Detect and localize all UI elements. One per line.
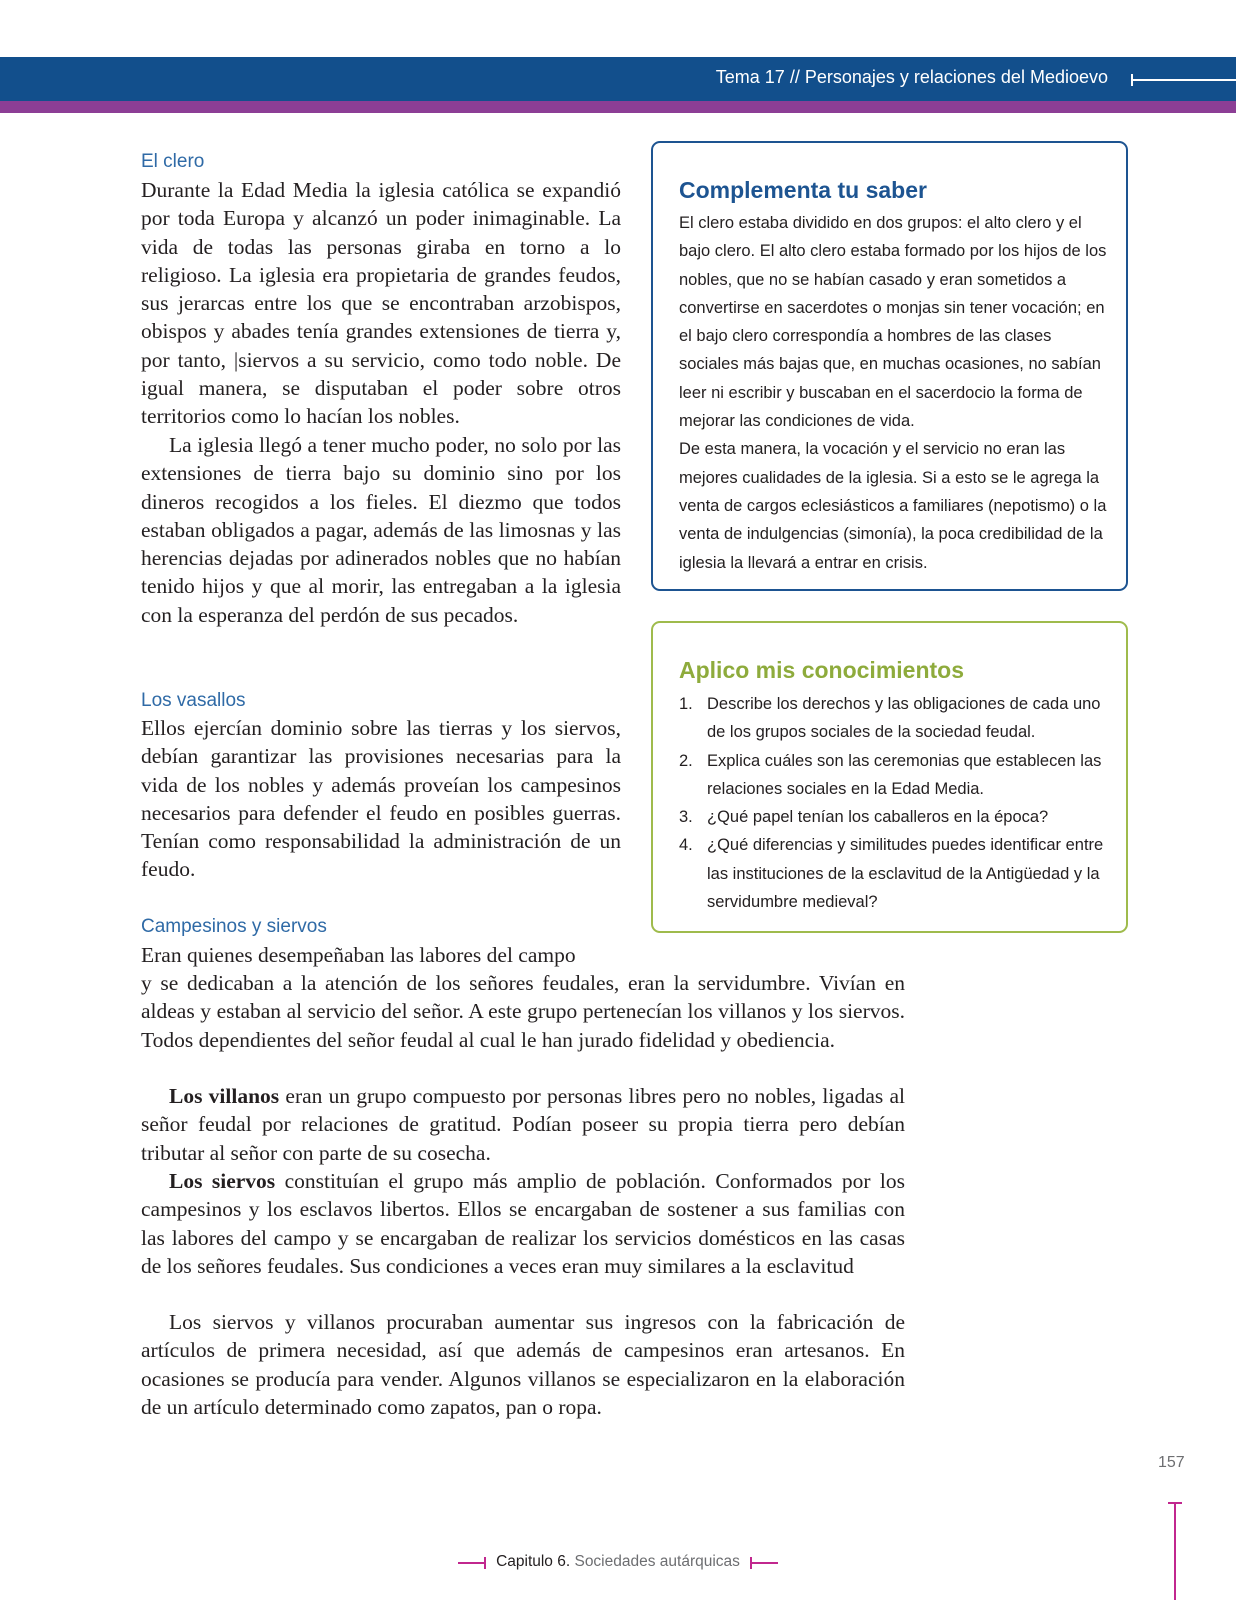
aplico-title: Aplico mis conocimientos: [679, 657, 964, 683]
header-rule: [1131, 79, 1236, 81]
footer: [0, 1553, 1236, 1571]
page-number: 157: [1158, 1454, 1185, 1471]
question-number: 2.: [679, 751, 693, 770]
complementa-text: [679, 209, 1109, 577]
section-heading-clero: El clero: [141, 151, 205, 172]
section-heading-vasallos: Los vasallos: [141, 690, 246, 711]
paragraph-campesinos-4: Los siervos y villanos procuraban aumentar sus ingresos con la fabricación de artículos de primera necesidad, así que además de campesinos eran artesanos. En ocasiones se producía para vender. Algunos villanos se especializaron en la elaboración de un artículo determinado como zapatos, pan o ropa.: [141, 1310, 905, 1419]
footer-chapter: [446, 1553, 790, 1571]
section-heading-campesinos: Campesinos y siervos: [141, 916, 327, 937]
villanos-text: eran un grupo compuesto por personas libres pero no nobles, ligadas al señor feudal por relaciones de gratitud. Podían poseer su propia tierra pero debían tributar al señor con parte de su cosecha.: [141, 1084, 905, 1165]
question-text: ¿Qué diferencias y similitudes puedes identificar entre las instituciones de la esclavitud de la Antigüedad y la servidumbre medieval?: [707, 836, 1104, 912]
question-text: Explica cuáles son las ceremonias que establecen las relaciones sociales en la Edad Media.: [707, 751, 1102, 798]
question-list: [679, 690, 1109, 916]
paragraph-campesinos-1: y se dedicaban a la atención de los señores feudales, eran la servidumbre. Vivían en aldeas y estaban al servicio del señor. A este grupo pertenecían los villanos y los siervos. Todos dependientes del señor feudal al cual le han jurado fidelidad y obediencia.: [141, 971, 905, 1052]
footer-left-dash: [458, 1562, 486, 1564]
header-accent-stripe: [0, 101, 1236, 113]
question-number: 1.: [679, 695, 693, 713]
question-number: 3.: [679, 808, 693, 827]
aplico-box: [651, 621, 1128, 933]
paragraph-clero-2: La iglesia llegó a tener mucho poder, no solo por las extensiones de tierra bajo su dominio sino por los dineros recogidos a los fieles. El diezmo que todos estaban obligados a pagar, además de las limosnas y las herencias dejadas por adinerados nobles que no habían tenido hijos y que al morir, las entregaban a la iglesia con la esperanza del perdón de sus pecados.: [141, 433, 621, 627]
term-siervos: Los siervos: [169, 1169, 276, 1193]
complementa-paragraph-1: El clero estaba dividido en dos grupos: el alto clero y el bajo clero. El alto clero estaba formado por los hijos de los nobles, que no se habían casado y eran sometidos a convertirse en sacerdotes o monjas sin tener vocación; en el bajo clero correspondía a hombres de las clases sociales más bajas que, en muchas ocasiones, no sabían leer ni escribir y buscaban en el sacerdocio la forma de mejorar las condiciones de vida.: [679, 214, 1107, 431]
paragraph-siervos: [141, 1167, 905, 1280]
question-item: [679, 831, 1109, 916]
paragraph-campesinos-first-line: Eran quienes desempeñaban las labores del campo: [141, 943, 576, 967]
page-marker-line: [1174, 1502, 1176, 1600]
term-villanos: Los villanos: [169, 1084, 280, 1108]
header-rule-tick: [1131, 74, 1133, 86]
question-text: ¿Qué papel tenían los caballeros en la época?: [707, 808, 1049, 827]
complementa-title: Complementa tu saber: [679, 177, 927, 203]
siervos-text: constituían el grupo más amplio de población. Conformados por los campesinos y los esclavos libertos. Ellos se encargaban de sostener a sus familias con las labores del campo y se encargaban de realizar los servicios domésticos en las casas de los señores feudales. Sus condiciones a veces eran muy similares a la esclavitud: [141, 1169, 905, 1278]
complementa-box: [651, 141, 1128, 591]
complementa-paragraph-2: De esta manera, la vocación y el servicio no eran las mejores cualidades de la iglesia. Si a esto se le agrega la venta de cargos eclesiásticos a familiares (nepotismo) o la venta de indulgencias (simonía), la poca credibilidad de la iglesia la llevará a entrar en crisis.: [679, 440, 1107, 572]
question-item: [679, 803, 1109, 831]
paragraph-clero-1: Durante la Edad Media la iglesia católica se expandió por toda Europa y alcanzó un poder inimaginable. La vida de todas las personas giraba en torno a lo religioso. La iglesia era propietaria de grandes feudos, sus jerarcas entre los que se encontraban arzobispos, obispos y abades tenía grandes extensiones de tierra y, por tanto, |siervos a su servicio, como todo noble. De igual manera, se disputaban el poder sobre otros territorios como lo hacían los nobles.: [141, 178, 621, 429]
header-title: Tema 17 // Personajes y relaciones del Medioevo: [715, 67, 1108, 87]
question-number: 4.: [679, 836, 693, 855]
question-item: [679, 690, 1109, 747]
paragraph-villanos: [141, 1082, 905, 1167]
footer-chapter-label: Capitulo 6.: [496, 1553, 571, 1570]
footer-chapter-title: Sociedades autárquicas: [570, 1553, 740, 1570]
footer-right-dash: [750, 1562, 778, 1564]
question-item: [679, 747, 1109, 804]
question-text: Describe los derechos y las obligaciones de cada uno de los grupos sociales de la sociedad feudal.: [707, 695, 1101, 742]
paragraph-vasallos: Ellos ejercían dominio sobre las tierras y los siervos, debían garantizar las provisiones necesarias para la vida de los nobles y además proveían los campesinos necesarios para defender el feudo en posibles guerras. Tenían como responsabilidad la administración de un feudo.: [141, 716, 621, 882]
